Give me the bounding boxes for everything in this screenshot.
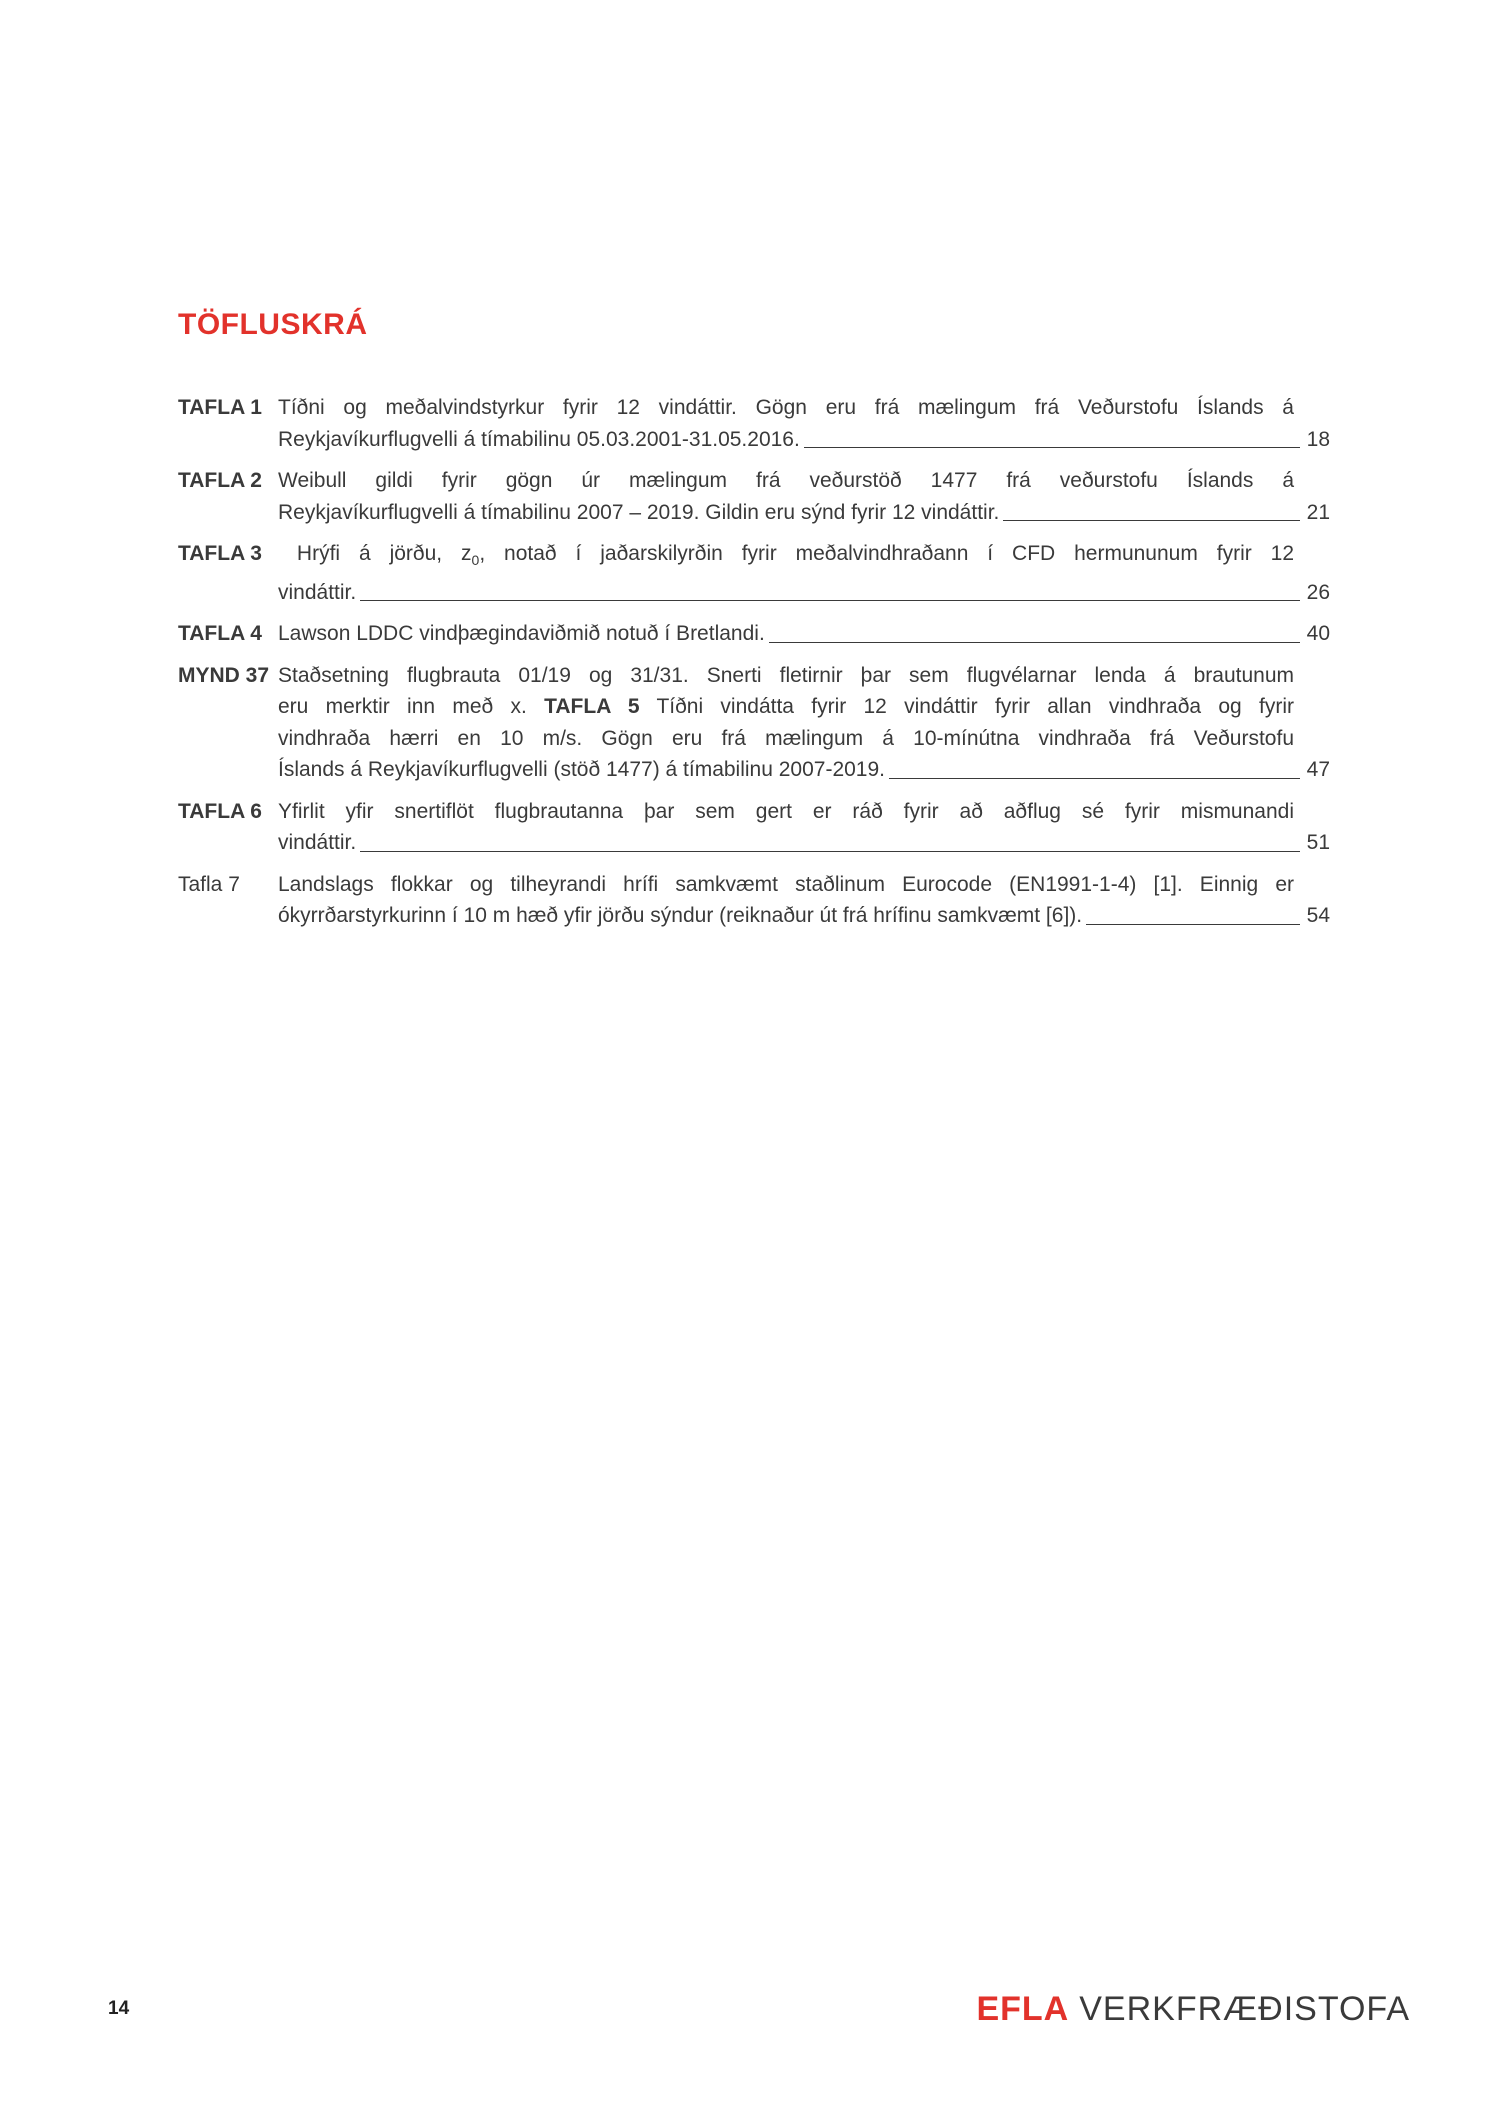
- toc-entry-text: Staðsetning flugbrauta 01/19 og 31/31. Snerti fletirnir þar sem flugvélarnar lenda á brautunum: [278, 663, 1294, 687]
- toc-entry-key: TAFLA 3: [178, 542, 262, 565]
- toc-entry-page: 18: [1306, 427, 1330, 451]
- toc-entry-text-part: Tíðni vindátta fyrir 12 vindáttir fyrir allan vindhraða og fyrir: [656, 695, 1294, 719]
- toc-entry-key: MYND 37: [178, 663, 270, 687]
- toc-entry-mynd-37[interactable]: [178, 660, 1330, 786]
- inline-table-key: TAFLA 5: [544, 695, 640, 719]
- toc-entry-page: 40: [1306, 622, 1330, 646]
- toc-entry-key: Tafla 7: [178, 872, 240, 896]
- subscript: 0: [471, 552, 480, 569]
- toc-entry-page: 47: [1306, 758, 1330, 782]
- toc-entry-text: Tíðni og meðalvindstyrkur fyrir 12 vindáttir. Gögn eru frá mælingum frá Veðurstofu Íslands á: [278, 396, 1294, 419]
- dot-leader: [1086, 924, 1300, 925]
- toc-entry-page: 21: [1306, 500, 1330, 524]
- dot-leader: [769, 642, 1300, 643]
- toc-entry-key: TAFLA 1: [178, 396, 262, 419]
- toc-entry-text: Lawson LDDC vindþægindaviðmið notuð í Bretlandi.: [278, 622, 765, 646]
- toc-entry-text: ókyrrðarstyrkurinn í 10 m hæð yfir jörðu sýndur (reiknaður út frá hrífinu samkvæmt [6]).: [278, 904, 1083, 928]
- toc-entry-tafla-6[interactable]: [178, 796, 1330, 859]
- logo-brand: EFLA: [976, 1990, 1070, 2028]
- page-number: 14: [108, 1998, 130, 2019]
- toc-entry-key: TAFLA 6: [178, 799, 262, 823]
- toc-entry-text-part: , notað í jaðarskilyrðin fyrir meðalvindhraðann í CFD hermununum fyrir 12: [479, 542, 1294, 565]
- toc-entry-text: vindáttir.: [278, 831, 357, 855]
- toc-entry-text: Landslags flokkar og tilheyrandi hrífi samkvæmt staðlinum Eurocode (EN1991-1-4) [1]. Einnig er: [278, 872, 1294, 896]
- table-of-tables: [178, 392, 1330, 942]
- toc-entry-tafla-3[interactable]: [178, 538, 1330, 608]
- toc-entry-text: vindhraða hærri en 10 m/s. Gögn eru frá mælingum á 10-mínútna vindhraða frá Veðurstofu: [278, 726, 1294, 750]
- dot-leader: [804, 447, 1300, 448]
- page-title: TÖFLUSKRÁ: [178, 308, 368, 341]
- toc-entry-text: [278, 538, 1300, 577]
- toc-entry-page: 51: [1306, 831, 1330, 855]
- toc-entry-tafla-1[interactable]: [178, 392, 1330, 455]
- toc-entry-page: 26: [1306, 580, 1330, 604]
- toc-entry-tafla-4[interactable]: [178, 618, 1330, 650]
- dot-leader: [889, 778, 1300, 779]
- dot-leader: [1003, 520, 1300, 521]
- toc-entry-text: vindáttir.: [278, 580, 357, 604]
- toc-entry-text: Reykjavíkurflugvelli á tímabilinu 2007 – 2019. Gildin eru sýnd fyrir 12 vindáttir.: [278, 500, 1000, 524]
- toc-entry-tafla-2[interactable]: [178, 465, 1330, 528]
- toc-entry-text: [278, 691, 1300, 723]
- toc-entry-page: 54: [1306, 904, 1330, 928]
- toc-entry-key: TAFLA 4: [178, 622, 262, 646]
- toc-entry-text: Yfirlit yfir snertiflöt flugbrautanna þar sem gert er ráð fyrir að aðflug sé fyrir mismunandi: [278, 799, 1294, 823]
- toc-entry-text-part: eru merktir inn með x.: [278, 695, 527, 719]
- toc-entry-text: Íslands á Reykjavíkurflugvelli (stöð 1477) á tímabilinu 2007-2019.: [278, 758, 886, 782]
- company-logo: [976, 1990, 1410, 2029]
- toc-entry-key: TAFLA 2: [178, 469, 262, 492]
- toc-entry-tafla-7[interactable]: [178, 869, 1330, 932]
- toc-entry-text-part: Hrýfi á jörðu, z: [296, 542, 472, 565]
- dot-leader: [360, 851, 1300, 852]
- toc-entry-text: Weibull gildi fyrir gögn úr mælingum frá veðurstöð 1477 frá veðurstofu Íslands á: [278, 469, 1294, 492]
- logo-text: VERKFRÆÐISTOFA: [1079, 1990, 1410, 2028]
- toc-entry-text: Reykjavíkurflugvelli á tímabilinu 05.03.2001-31.05.2016.: [278, 427, 800, 451]
- dot-leader: [360, 600, 1300, 601]
